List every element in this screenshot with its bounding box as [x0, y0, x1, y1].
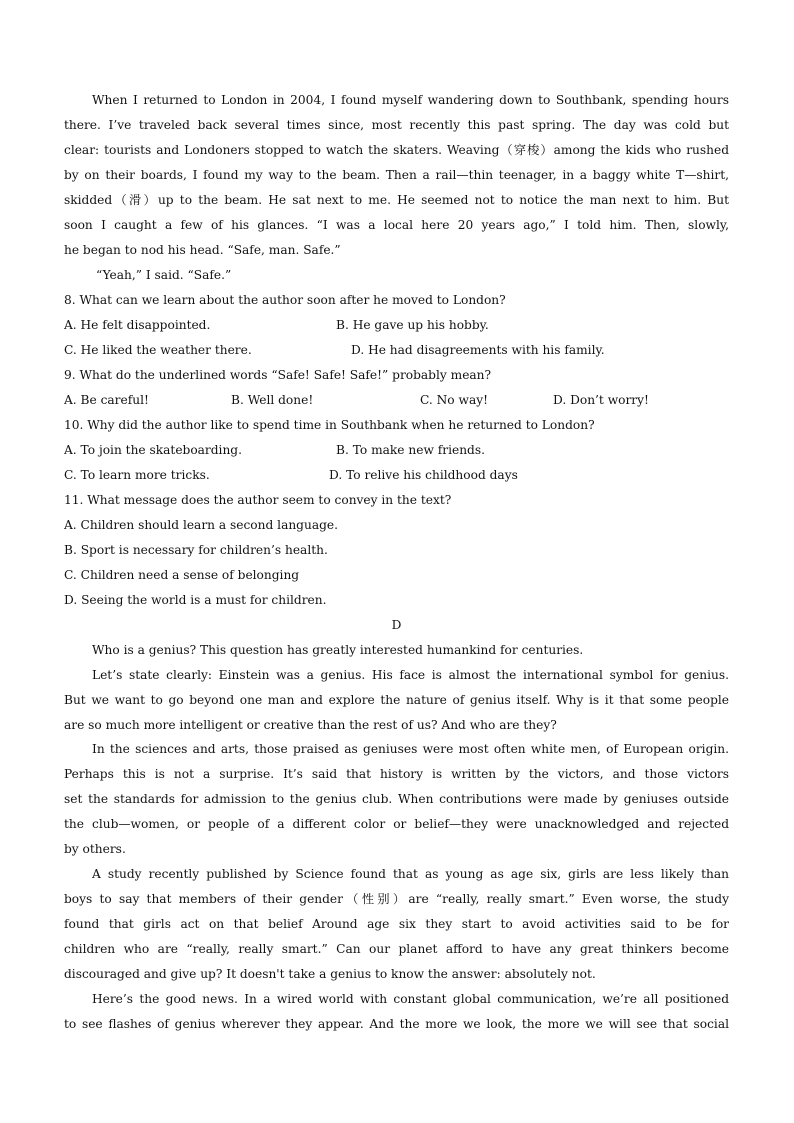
paragraph-line: are so much more intelligent or creative than the rest of us? And who are they?	[64, 718, 557, 732]
question-stem: 9. What do the underlined words “Safe! Safe! Safe!” probably mean?	[64, 368, 492, 382]
passage-c-line: When I returned to London in 2004, I found myself wandering down to Southbank, spending hours	[92, 93, 729, 107]
option-a: A. He felt disappointed.	[64, 318, 211, 332]
paragraph-line: Who is a genius? This question has greatly interested humankind for centuries.	[92, 643, 584, 657]
option-row	[64, 313, 729, 338]
section-heading: D	[391, 618, 402, 632]
option-d: D. Seeing the world is a must for children.	[64, 593, 327, 607]
option-b: B. He gave up his hobby.	[336, 318, 489, 332]
paragraph-line: to see flashes of genius wherever they appear. And the more we look, the more we will see that social	[64, 1017, 729, 1031]
passage-c-line: he began to nod his head. “Safe, man. Safe.”	[64, 243, 341, 257]
paragraph-line: set the standards for admission to the genius club. When contributions were made by geniuses outside	[64, 792, 729, 806]
option-d: D. To relive his childhood days	[329, 468, 518, 482]
option-row	[64, 338, 729, 363]
paragraph-line: In the sciences and arts, those praised as geniuses were most often white men, of European origin.	[92, 742, 729, 756]
option-b: B. To make new friends.	[336, 443, 485, 457]
paragraph-line: But we want to go beyond one man and explore the nature of genius itself. Why is it that some people	[64, 693, 729, 707]
option-b: B. Sport is necessary for children’s health.	[64, 543, 328, 557]
option-c: C. No way!	[420, 393, 488, 407]
paragraph-line: by others.	[64, 842, 126, 856]
option-row	[64, 463, 729, 488]
paragraph-line: children who are “really, really smart.” Can our planet afford to have any great thinkers become	[64, 942, 729, 956]
passage-c-line: clear: tourists and Londoners stopped to watch the skaters. Weaving（穿梭）among the kids who rushed	[64, 143, 729, 157]
option-c: C. He liked the weather there.	[64, 343, 252, 357]
passage-c-line: skidded（滑）up to the beam. He sat next to me. He seemed not to notice the man next to him. But	[64, 193, 729, 207]
option-a: A. Children should learn a second language.	[64, 518, 338, 532]
passage-c-dialogue: “Yeah,” I said. “Safe.”	[96, 268, 232, 282]
paragraph-line: boys to say that members of their gender（性别）are “really, really smart.” Even worse, the study	[64, 892, 729, 906]
question-stem: 11. What message does the author seem to convey in the text?	[64, 493, 452, 507]
option-a: A. Be careful!	[64, 393, 149, 407]
paragraph-line: Let’s state clearly: Einstein was a genius. His face is almost the international symbol for genius.	[92, 668, 729, 682]
paragraph-line: the club—women, or people of a different color or belief—they were unacknowledged and rejected	[64, 817, 729, 831]
option-d: D. Don’t worry!	[553, 393, 649, 407]
passage-c-line: by on their boards, I found my way to the beam. Then a rail—thin teenager, in a baggy white T—shirt,	[64, 168, 729, 182]
passage-c-line: soon I caught a few of his glances. “I was a local here 20 years ago,” I told him. Then, slowly,	[64, 218, 729, 232]
question-stem: 8. What can we learn about the author soon after he moved to London?	[64, 293, 506, 307]
option-row	[64, 388, 729, 413]
option-a: A. To join the skateboarding.	[64, 443, 242, 457]
passage-c-line: there. I’ve traveled back several times since, most recently this past spring. The day was cold but	[64, 118, 729, 132]
paragraph-line: found that girls act on that belief Around age six they start to avoid activities said to be for	[64, 917, 729, 931]
option-row	[64, 438, 729, 463]
paragraph-line: Here’s the good news. In a wired world with constant global communication, we’re all positioned	[92, 992, 729, 1006]
paragraph-line: A study recently published by Science found that as young as age six, girls are less likely than	[92, 867, 729, 881]
paragraph-line: Perhaps this is not a surprise. It’s said that history is written by the victors, and those victors	[64, 767, 729, 781]
option-c: C. To learn more tricks.	[64, 468, 210, 482]
option-d: D. He had disagreements with his family.	[351, 343, 605, 357]
option-c: C. Children need a sense of belonging	[64, 568, 300, 582]
paragraph-line: discouraged and give up? It doesn't take a genius to know the answer: absolutely not.	[64, 967, 596, 981]
option-b: B. Well done!	[231, 393, 314, 407]
question-stem: 10. Why did the author like to spend time in Southbank when he returned to London?	[64, 418, 595, 432]
